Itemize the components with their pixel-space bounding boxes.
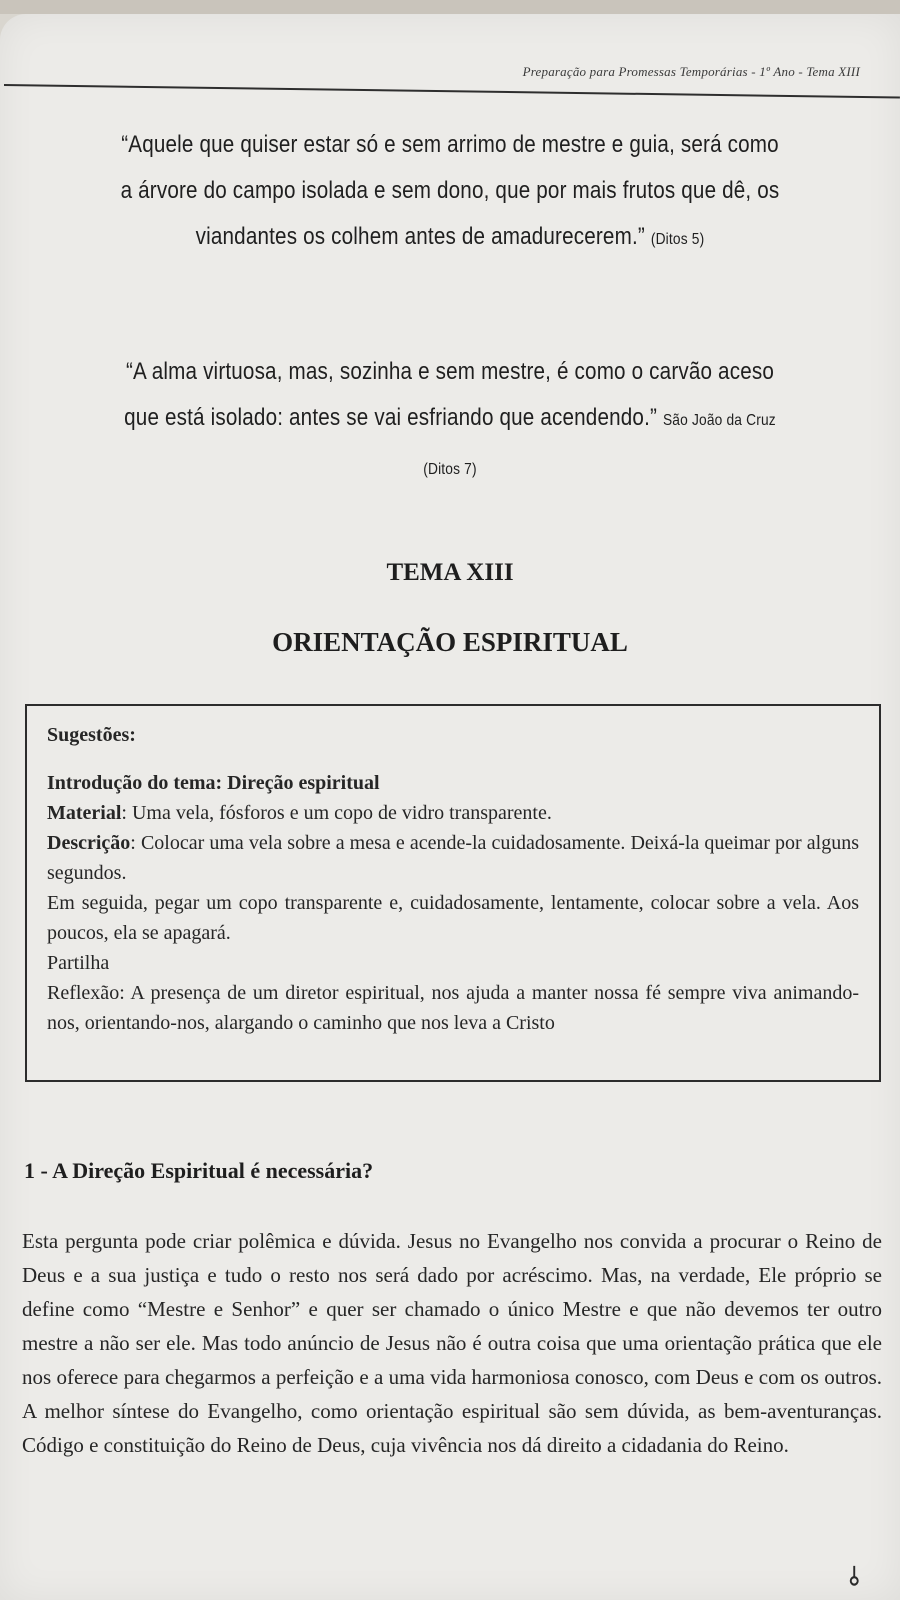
description-line (47, 828, 859, 888)
theme-number: TEMA XIII (386, 559, 514, 586)
quote-text: “A alma virtuosa, mas, sozinha e sem mestre, é como o carvão aceso que está isolado: antes se vai esfriando que acendendo.” (124, 358, 775, 431)
description-text: : Colocar uma vela sobre a mesa e acende-la cuidadosamente. Deixá-la queimar por alguns segundos. (47, 832, 859, 884)
intro-line: Introdução do tema: Direção espiritual (47, 772, 380, 794)
reflection-line: Reflexão: A presença de um diretor espiritual, nos ajuda a manter nossa fé sempre viva animando-nos, orientando-nos, alargando o caminho que nos leva a Cristo (47, 982, 859, 1034)
step-two-line: Em seguida, pegar um copo transparente e, cuidadosamente, lentamente, colocar sobre a vela. Aos poucos, ela se apagará. (47, 892, 859, 944)
sharing-line: Partilha (47, 952, 110, 974)
section-heading: 1 - A Direção Espiritual é necessária? (24, 1158, 374, 1183)
background-surface (0, 0, 900, 14)
body-paragraph: Esta pergunta pode criar polêmica e dúvida. Jesus no Evangelho nos convida a procurar o Reino de Deus e a sua justiça e tudo o resto nos será dado por acréscimo. Mas, na verdade, Ele próprio se define como “Mestre e Senhor” e quer ser chamado o único Mestre e que não devemos ter outro mestre a não ser ele. Mas todo anúncio de Jesus não é outra coisa que uma orientação prática que ele nos oferece para chegarmos a perfeição e a uma vida harmoniosa conosco, com Deus e com os outros. A melhor síntese do Evangelho, como orientação espiritual são sem dúvida, as bem-aventuranças. Código e constituição do Reino de Deus, cuja vivência nos dá direito a cidadania do Reino. (22, 1229, 882, 1457)
material-label: Material (47, 802, 122, 824)
section-body (22, 1224, 882, 1462)
suggestions-box (25, 704, 881, 1082)
suggestions-heading: Sugestões: (47, 724, 136, 746)
quote-source: (Ditos 5) (650, 231, 705, 248)
material-text: : Uma vela, fósforos e um copo de vidro transparente. (121, 802, 552, 824)
quote-source: São João da Cruz (Ditos 7) (423, 412, 776, 478)
epigraph-quote-1 (115, 122, 786, 263)
header-rule (4, 84, 900, 99)
description-label: Descrição (47, 832, 131, 854)
epigraph-quote-2 (115, 349, 786, 493)
book-page (0, 14, 900, 1600)
page-ornament-icon: ⫰ (848, 1562, 860, 1591)
material-line (47, 798, 859, 828)
quote-text: “Aquele que quiser estar só e sem arrimo de mestre e guia, será como a árvore do campo isolada e sem dono, que por mais frutos que dê, os viandantes os colhem antes de amadurecerem.” (120, 131, 780, 250)
theme-title: ORIENTAÇÃO ESPIRITUAL (272, 627, 628, 657)
running-head: Preparação para Promessas Temporárias - 1º Ano - Tema XIII (522, 64, 860, 79)
